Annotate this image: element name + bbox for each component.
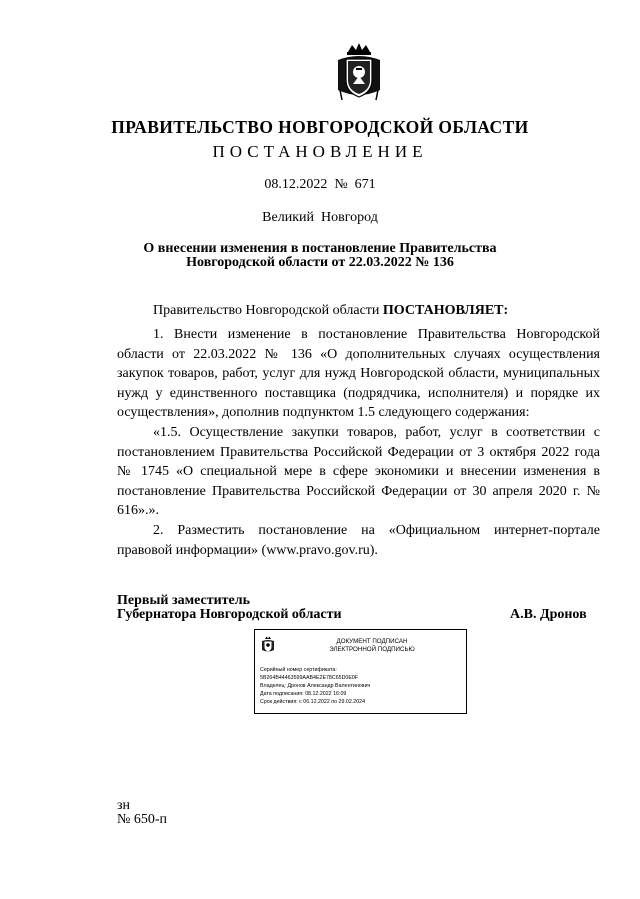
- resolution-lead: [153, 303, 508, 319]
- document-type: ПОСТАНОВЛЕНИЕ: [212, 142, 428, 161]
- stamp-heading-line-1: ДОКУМЕНТ ПОДПИСАН: [336, 638, 408, 645]
- organization-title: ПРАВИТЕЛЬСТВО НОВГОРОДСКОЙ ОБЛАСТИ: [111, 117, 529, 137]
- footer-initials: зн: [117, 798, 131, 813]
- document-city: Великий Новгород: [262, 210, 378, 225]
- stamp-serial: 5B264B44463599AAB4E2E78C65D0E0F: [260, 675, 359, 682]
- stamp-details: [260, 666, 370, 706]
- stamp-validity: Срок действия: с 06.12.2022 по 29.02.2024: [260, 699, 366, 706]
- document-date-number: 08.12.2022 № 671: [264, 177, 376, 192]
- paragraph-1: 1. Внести изменение в постановление Правительства Новгородской области от 22.03.2022 № 136 «О дополнительных случаях осуществления закупок товаров, работ, услуг для нужд Новгородской области, муниципальных нужд у единственного поставщика (подрядчика, исполнителя) и порядке их осуществления», дополнив подпунктом 1.5 следующего содержания:: [117, 327, 600, 421]
- stamp-owner: Владелец: Дронов Александр Валентинович: [260, 683, 371, 690]
- signer-position: [117, 594, 342, 622]
- signer-name: А.В. Дронов: [510, 607, 587, 622]
- resolution-body: [117, 325, 600, 560]
- stamp-heading: [281, 638, 463, 654]
- footer-ref-number: № 650-п: [117, 812, 168, 827]
- lead-keyword: ПОСТАНОВЛЯЕТ:: [382, 303, 509, 318]
- coat-of-arms-icon: [334, 42, 384, 104]
- stamp-heading-line-2: ЭЛЕКТРОННОЙ ПОДПИСЬЮ: [329, 646, 415, 653]
- signer-position-line-1: Первый заместитель: [117, 593, 250, 608]
- signer-position-line-2: Губернатора Новгородской области: [117, 607, 342, 622]
- stamp-serial-label: Серийный номер сертификата:: [260, 667, 337, 673]
- document-subject: [40, 242, 600, 270]
- electronic-signature-stamp: [254, 629, 467, 714]
- paragraph-3: 2. Разместить постановление на «Официальном интернет-портале правовой информации» (www.pravo.gov.ru).: [117, 522, 600, 558]
- document-footer: [117, 799, 167, 827]
- subject-line-2: Новгородской области от 22.03.2022 № 136: [186, 255, 454, 270]
- lead-text: Правительство Новгородской области: [153, 303, 383, 318]
- paragraph-2: «1.5. Осуществление закупки товаров, работ, услуг в соответствии с постановлением Правительства Российской Федерации от 3 октября 2022 года № 1745 «О специальной мере в сфере экономики и внесении изменения в постановление Правительства Российской Федерации от 30 апреля 2020 г. № 616».».: [117, 424, 600, 519]
- stamp-signed-date: Дата подписания: 08.12.2022 16:09: [260, 691, 347, 698]
- subject-line-1: О внесении изменения в постановление Правительства: [143, 241, 497, 256]
- stamp-emblem-icon: [261, 636, 275, 654]
